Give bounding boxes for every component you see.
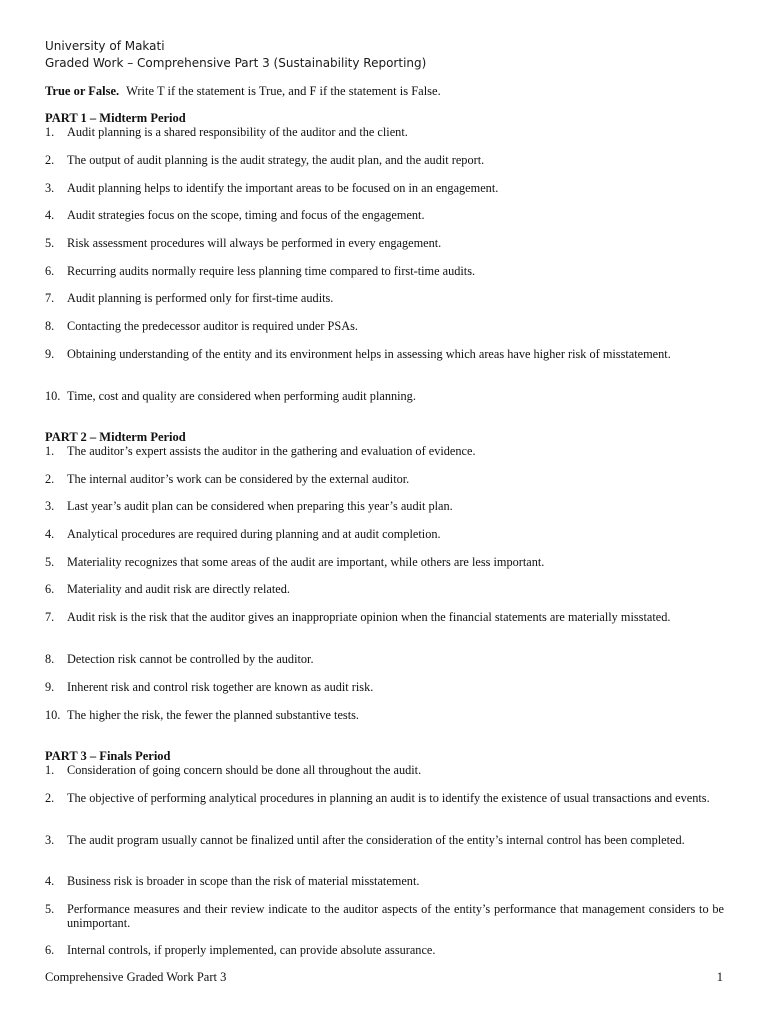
item-text: Detection risk cannot be controlled by the auditor. (67, 652, 314, 666)
list-item (45, 610, 724, 624)
list-item (45, 680, 724, 694)
item-number: 9. (45, 347, 55, 361)
list-item (45, 208, 724, 222)
item-number: 3. (45, 499, 55, 513)
item-number: 10. (45, 389, 61, 403)
item-text: The output of audit planning is the audit strategy, the audit plan, and the audit report. (67, 153, 485, 167)
item-text: Audit risk is the risk that the auditor gives an inappropriate opinion when the financial statements are materially misstated. (67, 610, 671, 624)
item-text: Performance measures and their review indicate to the auditor aspects of the entity’s performance that management considers to be unimportant. (67, 902, 724, 930)
item-text: Audit planning is a shared responsibility of the auditor and the client. (67, 125, 408, 139)
item-number: 7. (45, 610, 55, 624)
item-number: 2. (45, 791, 55, 805)
list-item (45, 791, 724, 805)
list-item (45, 125, 724, 139)
item-text: Business risk is broader in scope than the risk of material misstatement. (67, 874, 420, 888)
item-number: 5. (45, 236, 55, 250)
page-number: 1 (716, 970, 723, 984)
item-text: Audit planning is performed only for first-time audits. (67, 291, 334, 305)
list-item (45, 499, 724, 513)
item-number: 8. (45, 652, 55, 666)
item-number: 3. (45, 833, 55, 847)
item-text: Consideration of going concern should be done all throughout the audit. (67, 763, 422, 777)
item-number: 6. (45, 943, 55, 957)
item-number: 6. (45, 264, 55, 278)
item-number: 10. (45, 708, 61, 722)
item-text: The auditor’s expert assists the auditor in the gathering and evaluation of evidence. (67, 444, 476, 458)
item-number: 4. (45, 874, 55, 888)
section-title-part-1: PART 1 – Midterm Period (45, 111, 186, 125)
list-item (45, 444, 724, 458)
list-item (45, 347, 724, 361)
item-number: 9. (45, 680, 55, 694)
document-header (45, 38, 426, 72)
document-title: Graded Work – Comprehensive Part 3 (Sustainability Reporting) (45, 56, 427, 70)
item-text: Audit planning helps to identify the important areas to be focused on in an engagement. (67, 181, 499, 195)
item-text: Recurring audits normally require less planning time compared to first-time audits. (67, 264, 476, 278)
item-number: 5. (45, 555, 55, 569)
institution-name: University of Makati (45, 39, 165, 53)
item-number: 8. (45, 319, 55, 333)
item-text: The higher the risk, the fewer the planned substantive tests. (67, 708, 359, 722)
section-title-part-3: PART 3 – Finals Period (45, 749, 171, 763)
list-item (45, 902, 724, 930)
item-number: 2. (45, 153, 55, 167)
item-text: Materiality recognizes that some areas of the audit are important, while others are less important. (67, 555, 545, 569)
list-item (45, 291, 724, 305)
list-item (45, 153, 724, 167)
item-number: 4. (45, 527, 55, 541)
item-text: Contacting the predecessor auditor is required under PSAs. (67, 319, 358, 333)
instructions (45, 84, 441, 99)
instructions-text: Write T if the statement is True, and F if the statement is False. (126, 84, 441, 98)
item-text: Obtaining understanding of the entity and its environment helps in assessing which areas have higher risk of misstatement. (67, 347, 671, 361)
item-text: Inherent risk and control risk together are known as audit risk. (67, 680, 374, 694)
item-number: 5. (45, 902, 55, 916)
item-text: The audit program usually cannot be finalized until after the consideration of the entity’s internal control has been completed. (67, 833, 685, 847)
list-item (45, 874, 724, 888)
list-item (45, 319, 724, 333)
item-number: 4. (45, 208, 55, 222)
list-item (45, 527, 724, 541)
item-number: 3. (45, 181, 55, 195)
item-text: The internal auditor’s work can be considered by the external auditor. (67, 472, 410, 486)
item-number: 1. (45, 125, 55, 139)
footer-title: Comprehensive Graded Work Part 3 (45, 970, 227, 984)
item-number: 1. (45, 763, 55, 777)
list-item (45, 472, 724, 486)
item-text: Materiality and audit risk are directly related. (67, 582, 290, 596)
item-text: Analytical procedures are required during planning and at audit completion. (67, 527, 441, 541)
list-item (45, 833, 724, 847)
list-item (45, 181, 724, 195)
list-item (45, 708, 724, 722)
item-text: Internal controls, if properly implemented, can provide absolute assurance. (67, 943, 436, 957)
item-text: Last year’s audit plan can be considered when preparing this year’s audit plan. (67, 499, 453, 513)
list-item (45, 236, 724, 250)
instructions-label: True or False. (45, 84, 120, 98)
item-number: 6. (45, 582, 55, 596)
section-title-part-2: PART 2 – Midterm Period (45, 430, 186, 444)
item-text: Audit strategies focus on the scope, timing and focus of the engagement. (67, 208, 425, 222)
item-number: 2. (45, 472, 55, 486)
item-text: Time, cost and quality are considered when performing audit planning. (67, 389, 416, 403)
list-item (45, 389, 724, 403)
list-item (45, 264, 724, 278)
list-item (45, 555, 724, 569)
list-item (45, 763, 724, 777)
list-item (45, 582, 724, 596)
item-number: 1. (45, 444, 55, 458)
item-text: The objective of performing analytical procedures in planning an audit is to identify the existence of usual transactions and events. (67, 791, 710, 805)
item-number: 7. (45, 291, 55, 305)
item-text: Risk assessment procedures will always be performed in every engagement. (67, 236, 442, 250)
list-item (45, 943, 724, 957)
list-item (45, 652, 724, 666)
